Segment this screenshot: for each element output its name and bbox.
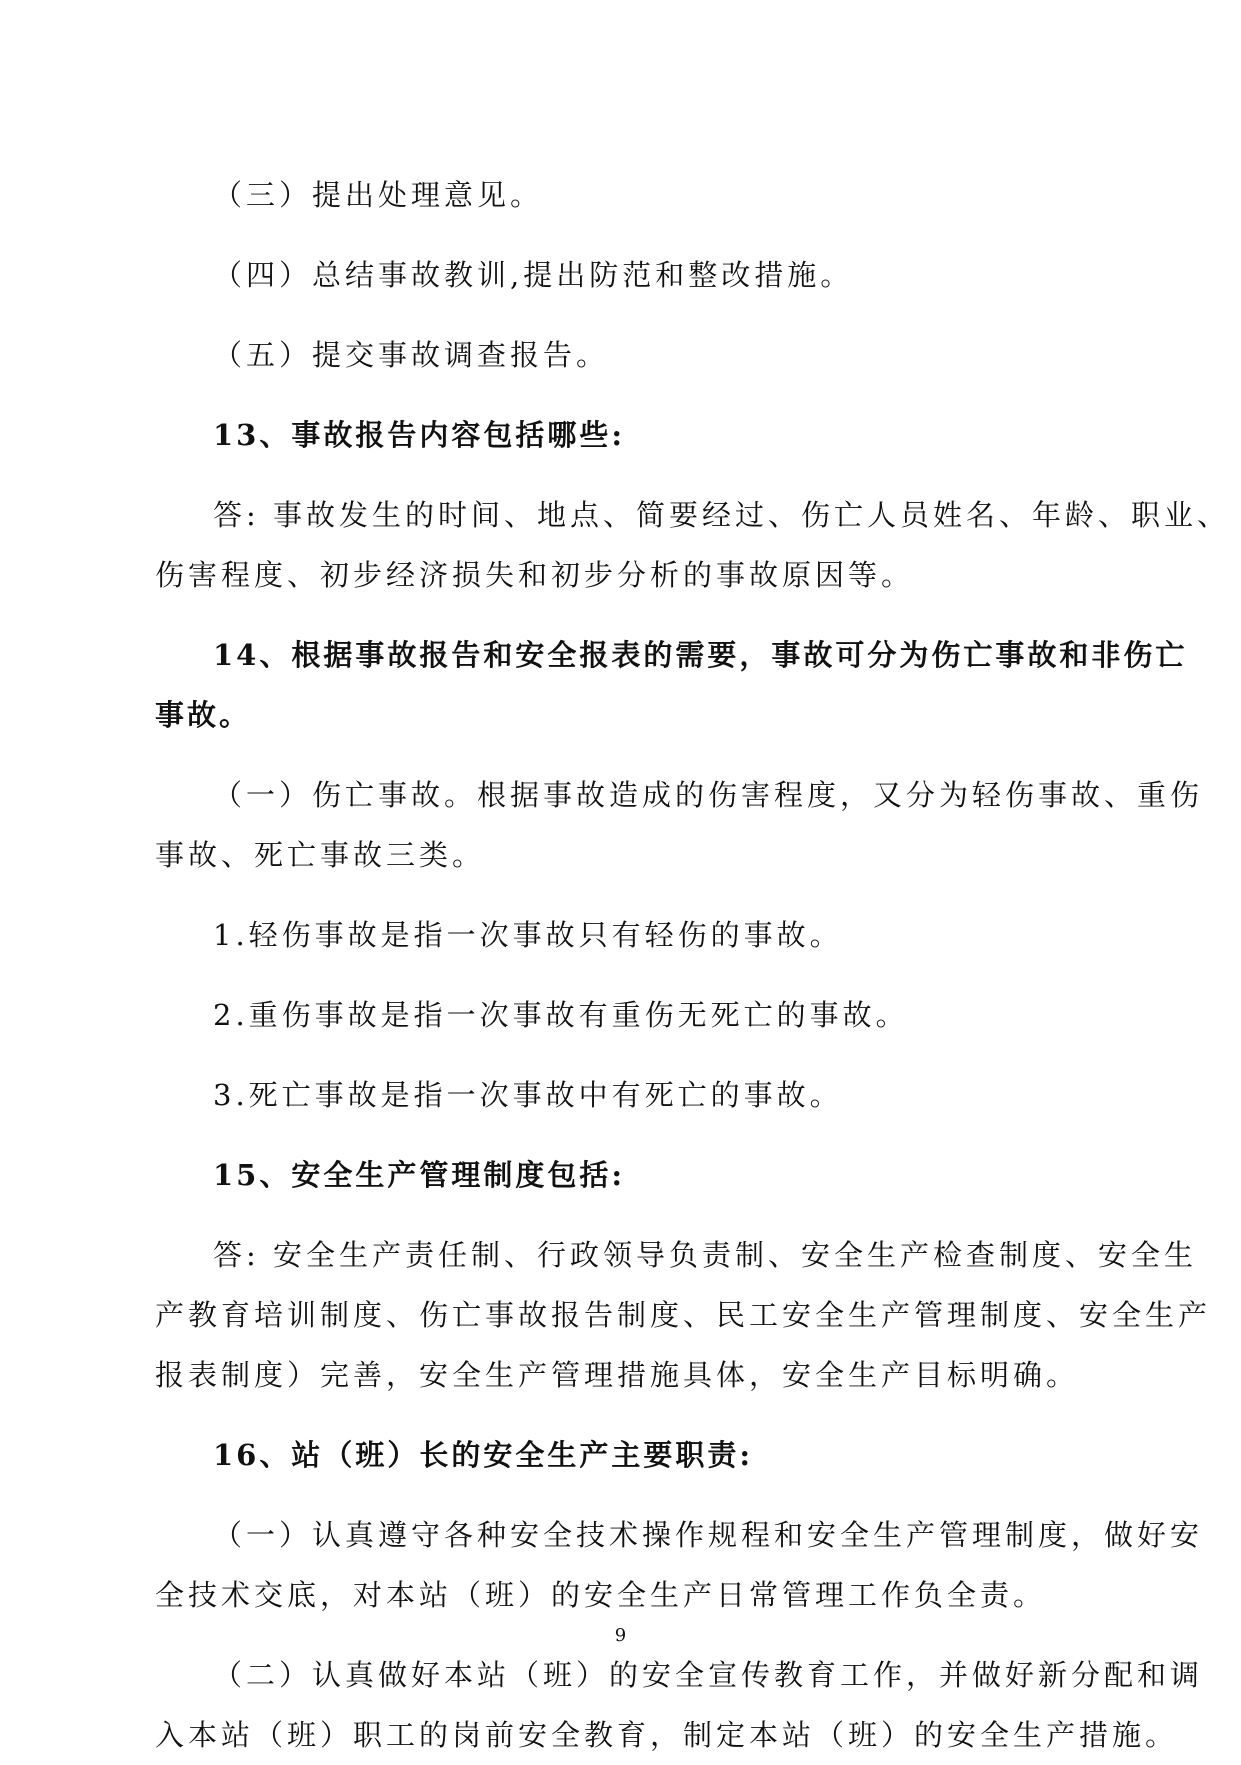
item-16-2-line-2: 入本站（班）职工的岗前安全教育，制定本站（班）的安全生产措施。 xyxy=(155,1718,1179,1752)
line-item-5: （五）提交事故调查报告。 xyxy=(213,338,610,372)
list-item-minor-injury: 1.轻伤事故是指一次事故只有轻伤的事故。 xyxy=(213,918,843,952)
answer-15-line-3: 报表制度）完善，安全生产管理措施具体，安全生产目标明确。 xyxy=(155,1358,1080,1392)
section-heading-13: 13、事故报告内容包括哪些: xyxy=(213,418,626,452)
answer-15-line-2: 产教育培训制度、伤亡事故报告制度、民工安全生产管理制度、安全生产 xyxy=(155,1298,1212,1332)
section-heading-15: 15、安全生产管理制度包括: xyxy=(213,1158,626,1192)
list-item-serious-injury: 2.重伤事故是指一次事故有重伤无死亡的事故。 xyxy=(213,998,909,1032)
item-14-1-line-1: （一）伤亡事故。根据事故造成的伤害程度，又分为轻伤事故、重伤 xyxy=(213,778,1204,812)
answer-15-line-1: 答: 安全生产责任制、行政领导负责制、安全生产检查制度、安全生 xyxy=(213,1238,1197,1272)
item-16-1-line-1: （一）认真遵守各种安全技术操作规程和安全生产管理制度，做好安 xyxy=(213,1518,1204,1552)
answer-13-line-2: 伤害程度、初步经济损失和初步分析的事故原因等。 xyxy=(155,558,915,592)
line-item-4: （四）总结事故教训,提出防范和整改措施。 xyxy=(213,258,854,292)
page-number: 9 xyxy=(614,1625,627,1646)
item-16-2-line-1: （二）认真做好本站（班）的安全宣传教育工作，并做好新分配和调 xyxy=(213,1658,1204,1692)
page-content xyxy=(155,165,1230,1765)
list-item-fatality: 3.死亡事故是指一次事故中有死亡的事故。 xyxy=(213,1078,843,1112)
section-heading-14-line-1: 14、根据事故报告和安全报表的需要，事故可分为伤亡事故和非伤亡 xyxy=(213,638,1188,672)
item-14-1-line-2: 事故、死亡事故三类。 xyxy=(155,838,486,872)
item-16-1-line-2: 全技术交底，对本站（班）的安全生产日常管理工作负全责。 xyxy=(155,1578,1047,1612)
section-heading-14-line-2: 事故。 xyxy=(155,698,252,732)
answer-13-line-1: 答: 事故发生的时间、地点、简要经过、伤亡人员姓名、年龄、职业、 xyxy=(213,498,1230,532)
line-item-3: （三）提出处理意见。 xyxy=(213,178,544,212)
section-heading-16: 16、站（班）长的安全生产主要职责: xyxy=(213,1438,754,1472)
